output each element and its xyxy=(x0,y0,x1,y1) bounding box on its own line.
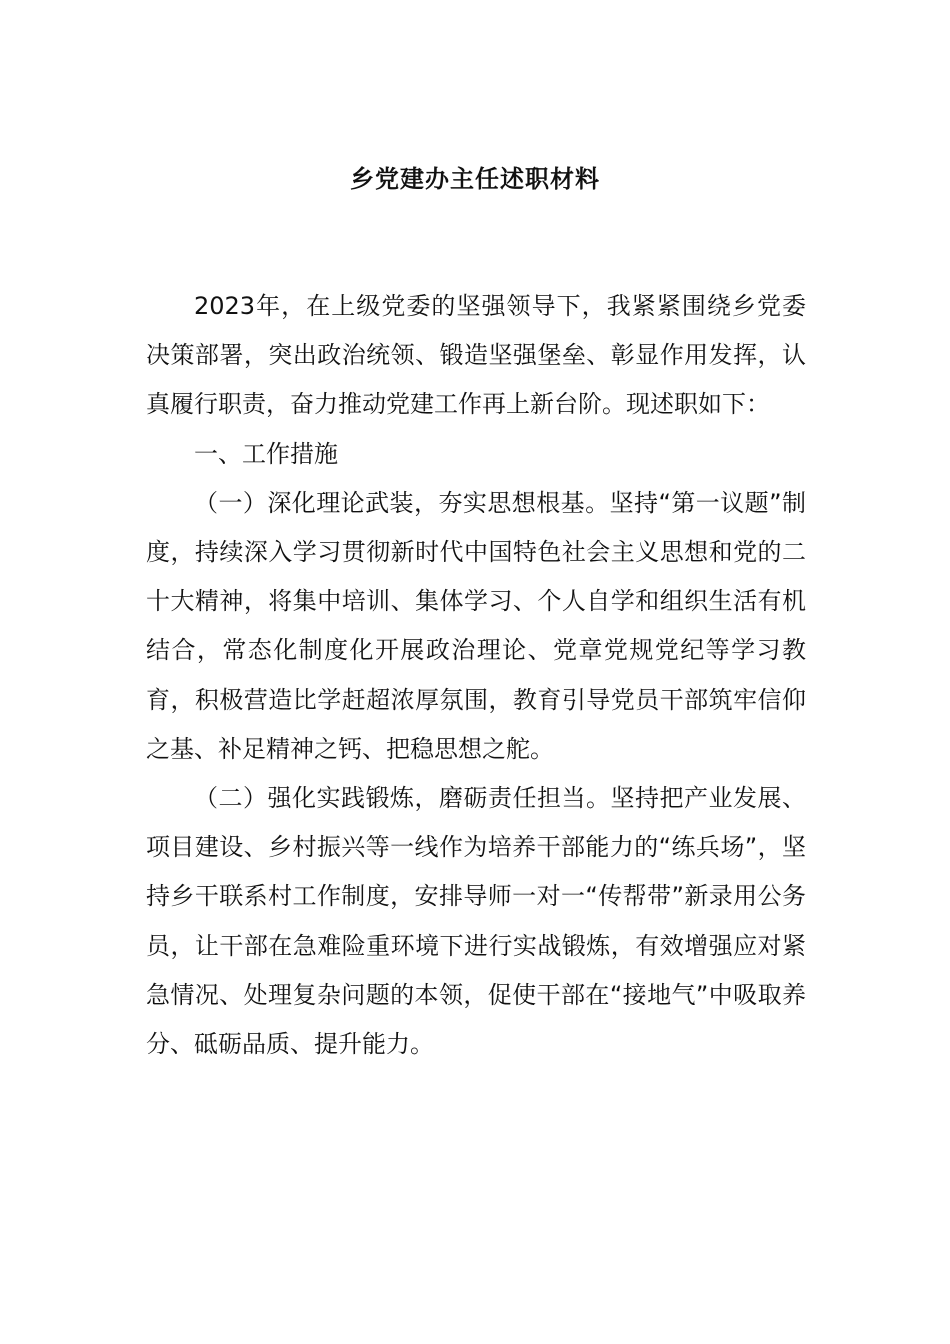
section-heading-work-measures: 一、工作措施 xyxy=(194,439,338,468)
document-body xyxy=(146,282,806,1069)
paragraph-theory-study: （一）深化理论武装，夯实思想根基。坚持“第一议题”制度，持续深入学习贯彻新时代中国特色社会主义思想和党的二十大精神，将集中培训、集体学习、个人自学和组织生活有机结合，常态化制度化开展政治理论、党章党规党纪等学习教育，积极营造比学赶超浓厚氛围，教育引导党员干部筑牢信仰之基、补足精神之钙、把稳思想之舵。 xyxy=(146,488,806,763)
document-title: 乡党建办主任述职材料 xyxy=(350,165,600,193)
paragraph-practice-training: （二）强化实践锻炼，磨砺责任担当。坚持把产业发展、项目建设、乡村振兴等一线作为培养干部能力的“练兵场”，坚持乡干联系村工作制度，安排导师一对一“传帮带”新录用公务员，让干部在急难险重环境下进行实战锻炼，有效增强应对紧急情况、处理复杂问题的本领，促使干部在“接地气”中吸取养分、砥砺品质、提升能力。 xyxy=(146,784,806,1059)
intro-paragraph: 2023年，在上级党委的坚强领导下，我紧紧围绕乡党委决策部署，突出政治统领、锻造坚强堡垒、彰显作用发挥，认真履行职责，奋力推动党建工作再上新台阶。现述职如下： xyxy=(146,292,806,419)
